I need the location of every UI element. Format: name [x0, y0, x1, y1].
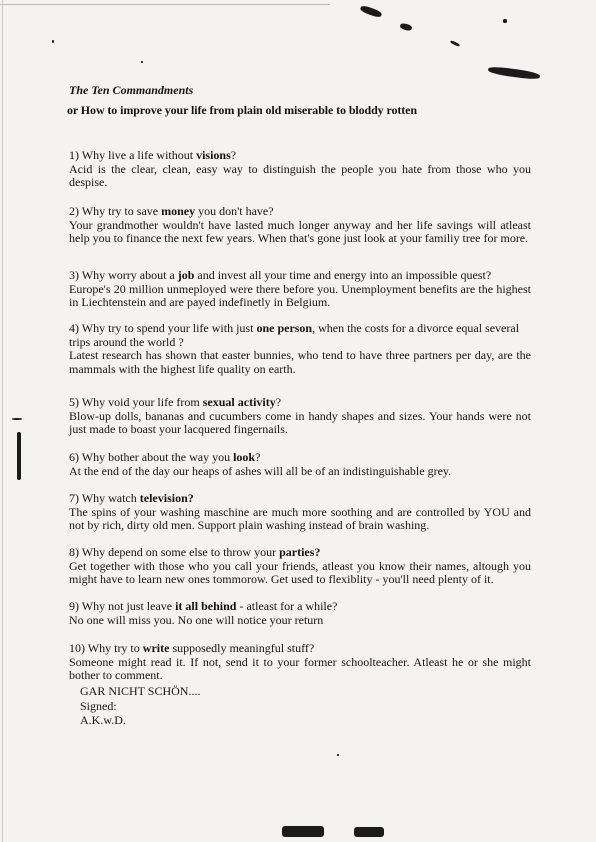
- question-text: - atleast for a while?: [236, 599, 338, 613]
- scan-speck: [17, 432, 21, 480]
- commandment-5: [69, 396, 531, 437]
- answer: Europe's 20 million unmeployed were there before you. Unemployment benefits are the highest in Liechtenstein and are payed indefinetly in Belgium.: [69, 281, 531, 309]
- commandment-2: [69, 205, 531, 246]
- commandment-6: [69, 451, 531, 478]
- scan-speck: [399, 23, 412, 32]
- question: [69, 492, 531, 506]
- question-text: , when the costs for a divorce equal several trips around the world ?: [69, 321, 520, 349]
- question-keyword: it all behind: [175, 599, 237, 613]
- question: [69, 546, 531, 560]
- answer: No one will miss you. No one will notice your return: [69, 612, 324, 627]
- question-keyword: job: [177, 268, 195, 282]
- question-text: 7) Why watch: [69, 491, 140, 505]
- question: [69, 205, 531, 219]
- question-keyword: visions: [196, 148, 231, 162]
- signed-label: Signed:: [80, 699, 117, 713]
- question-keyword: parties?: [279, 545, 321, 559]
- scan-speck: [488, 65, 541, 80]
- question-text: 4) Why try to spend your life with just: [69, 321, 257, 335]
- answer: Acid is the clear, clean, easy way to distinguish the people you hate from those who you despise.: [69, 161, 531, 189]
- scan-edge-line: [2, 0, 3, 842]
- document-subtitle: or How to improve your life from plain old miserable to bloddy rotten: [67, 103, 417, 117]
- scan-speck: [141, 61, 143, 63]
- question-keyword: sexual activity: [202, 395, 276, 409]
- question-keyword: look: [233, 450, 256, 464]
- question: [69, 451, 531, 465]
- answer: Get together with those who you call your friends, atleast you know their names, altough you might have to learn new ones tommorow. Get used to flexiblity - you'll need plenty of it.: [69, 558, 531, 586]
- question: [69, 149, 531, 163]
- commandment-8: [69, 546, 531, 587]
- commandment-4: [69, 322, 531, 376]
- scan-speck: [12, 418, 22, 420]
- question-text: 3) Why worry about a: [69, 268, 178, 282]
- commandment-9: [69, 600, 531, 627]
- commandment-7: [69, 492, 531, 533]
- question: [69, 396, 531, 410]
- question: [69, 600, 531, 614]
- answer: Your grandmother wouldn't have lasted much longer anyway and her life savings will atleast help you to finance the next few years. When that's gone just look at your familiy tree for more.: [69, 217, 531, 245]
- question-text: 9) Why not just leave: [69, 599, 176, 613]
- scan-speck: [359, 4, 382, 18]
- question-keyword: one person: [256, 321, 313, 335]
- scan-top-line: [0, 4, 330, 5]
- answer: At the end of the day our heaps of ashes will all be of an indistinguishable grey.: [69, 463, 452, 478]
- scan-speck: [337, 754, 339, 756]
- document-title: The Ten Commandments: [69, 83, 194, 97]
- answer: Latest research has shown that easter bunnies, who tend to have three partners per day, are the mammals with the highest life quality on earth.: [69, 348, 531, 376]
- question: [69, 322, 531, 349]
- question-keyword: write: [142, 641, 170, 655]
- scan-speck: [354, 827, 384, 837]
- question-keyword: television?: [139, 491, 194, 505]
- question-text: 6) Why bother about the way you: [69, 450, 234, 464]
- question-text: 8) Why depend on some else to throw your: [69, 545, 280, 559]
- question-text: ?: [275, 395, 282, 409]
- closing-remark: GAR NICHT SCHÖN....: [80, 684, 201, 698]
- signature-initials: A.K.w.D.: [80, 713, 126, 727]
- question: [69, 642, 531, 656]
- answer: Someone might read it. If not, send it to your former schoolteacher. Atleast he or she might bother to comment.: [69, 654, 531, 682]
- question-text: and invest all your time and energy into an impossible quest?: [194, 268, 492, 282]
- scan-speck: [282, 826, 324, 837]
- question: [69, 269, 531, 283]
- answer: Blow-up dolls, bananas and cucumbers come in handy shapes and sizes. Your hands were not just made to boast your lacquered fingernails.: [69, 408, 531, 436]
- answer: The spins of your washing maschine are much more soothing and are controlled by YOU and not by rich, dirty old men. Support plain washing instead of brain washing.: [69, 504, 531, 532]
- commandment-1: [69, 149, 531, 190]
- question-text: ?: [230, 148, 237, 162]
- scan-speck: [503, 19, 507, 23]
- commandment-3: [69, 269, 531, 310]
- question-text: 2) Why try to save: [69, 204, 162, 218]
- question-text: ?: [255, 450, 261, 464]
- commandment-10: [69, 642, 531, 683]
- question-text: 10) Why try to: [69, 641, 143, 655]
- question-text: 1) Why live a life without: [69, 148, 197, 162]
- scan-speck: [52, 40, 54, 43]
- question-keyword: money: [161, 204, 196, 218]
- scan-speck: [450, 40, 460, 47]
- question-text: you don't have?: [195, 204, 274, 218]
- question-text: 5) Why void your life from: [69, 395, 203, 409]
- question-text: supposedly meaningful stuff?: [169, 641, 315, 655]
